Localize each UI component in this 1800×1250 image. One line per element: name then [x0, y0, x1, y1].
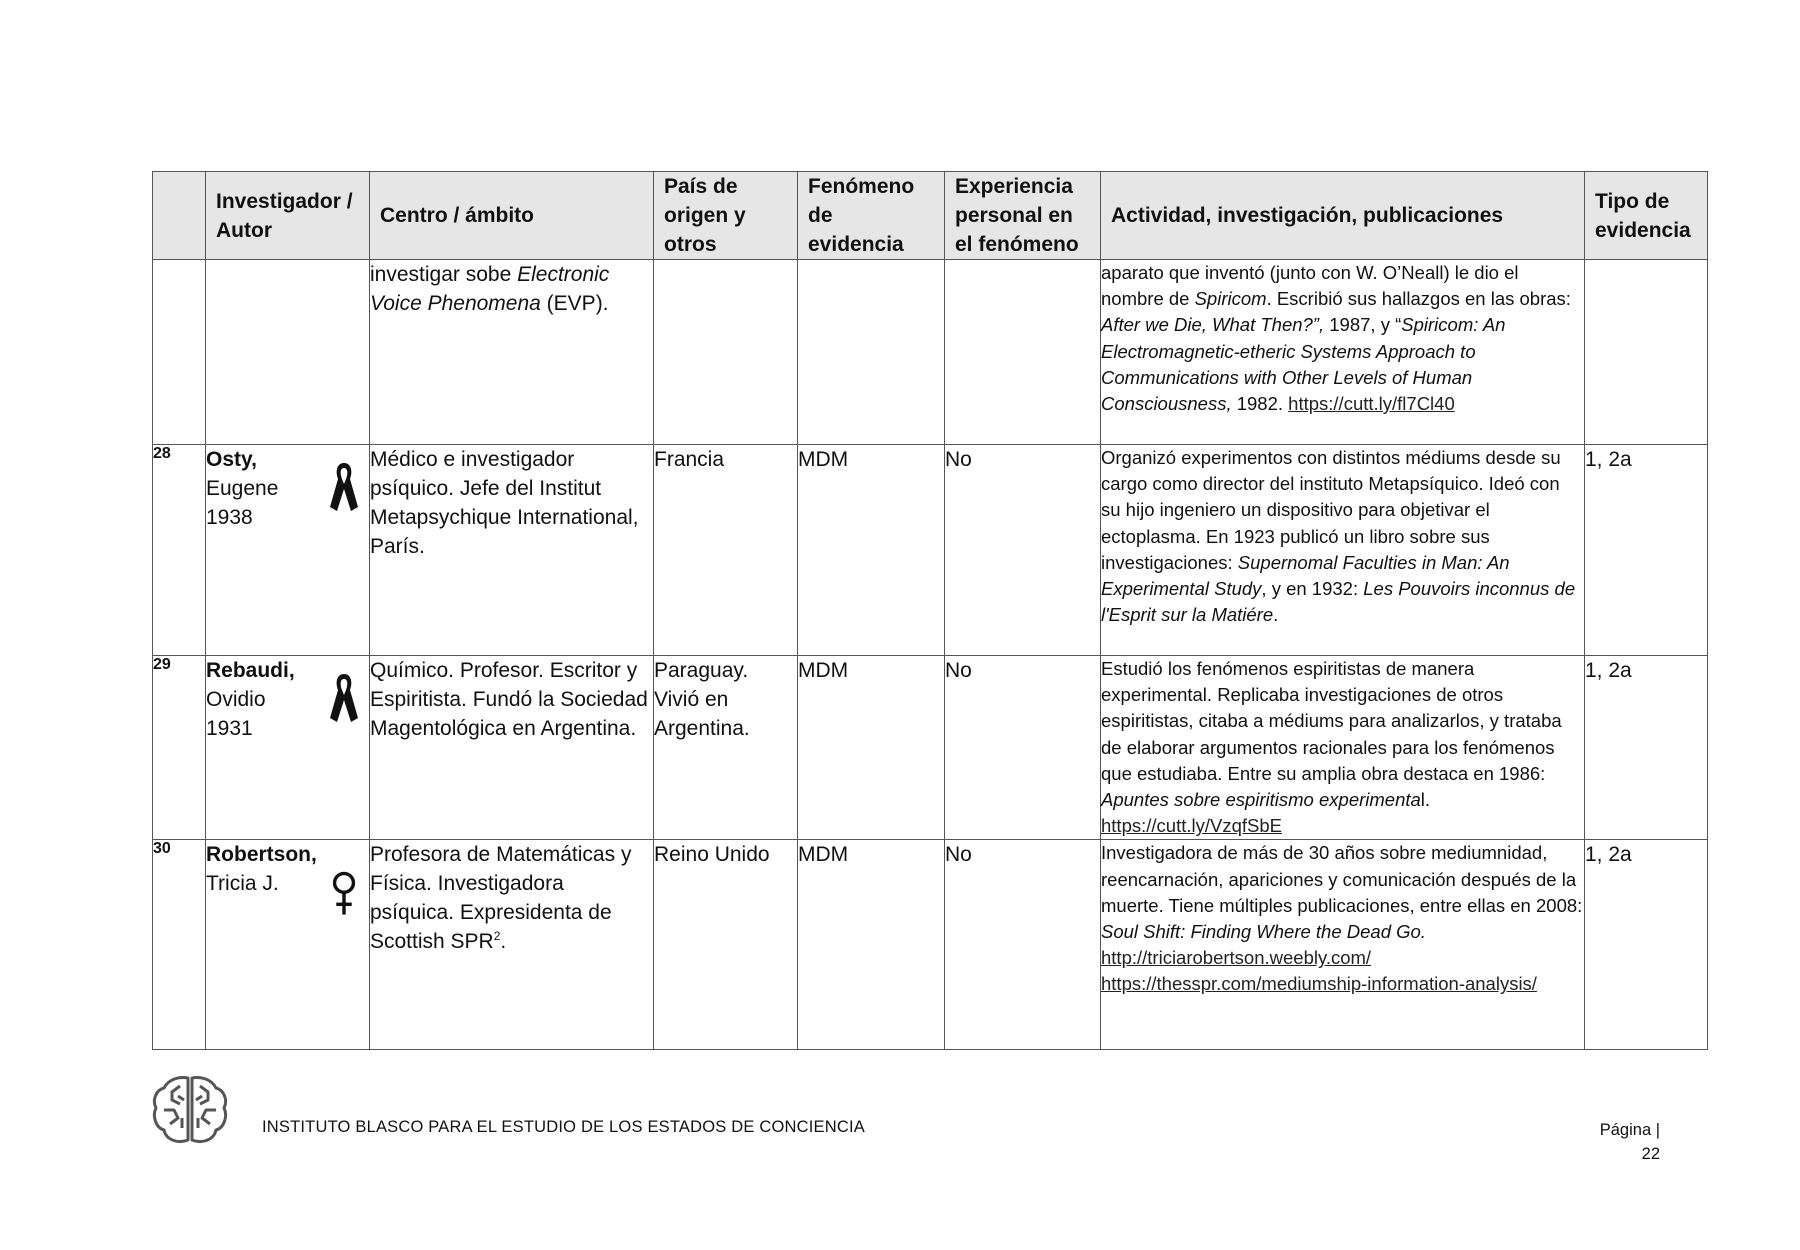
- investigator-given-name: Tricia J.: [206, 872, 279, 896]
- investigator-given-name: Eugene: [206, 477, 279, 500]
- row-number: 28: [153, 445, 206, 656]
- row-number: 30: [153, 840, 206, 1050]
- cell-investigator: [206, 445, 370, 656]
- table-header-row: [153, 172, 1708, 260]
- cell-activity: Organizó experimentos con distintos médiums desde su cargo como director del instituto Metapsíquico. Ideó con su hijo ingeniero un dispositivo para objetivar el ectoplasma. En 1923 publicó un libro sobre sus investigaciones: Supernomal Faculties in Man: An Experimental Study, y en 1932: Les Pouvoirs inconnus de l'Esprit sur la Matiére.: [1101, 445, 1585, 656]
- header-experience: Experiencia personal en el fenómeno: [945, 172, 1101, 260]
- table-row: [153, 656, 1708, 840]
- cell-evidence: 1, 2a: [1585, 840, 1708, 1050]
- investigator-given-name: Ovidio: [206, 688, 266, 711]
- row-number: 29: [153, 656, 206, 840]
- ribbon-icon: [327, 459, 361, 515]
- cell-phenomenon: MDM: [798, 840, 945, 1050]
- cell-experience: [945, 260, 1101, 445]
- header-number: [153, 172, 206, 260]
- activity-link[interactable]: https://cutt.ly/VzqfSbE: [1101, 815, 1282, 837]
- brain-maze-logo-icon: [150, 1072, 230, 1148]
- cell-center: Químico. Profesor. Escritor y Espiritista. Fundó la Sociedad Magentológica en Argentina.: [370, 656, 654, 840]
- cell-phenomenon: MDM: [798, 656, 945, 840]
- header-activity: Actividad, investigación, publicaciones: [1101, 172, 1585, 260]
- cell-activity: aparato que inventó (junto con W. O’Neall) le dio el nombre de Spiricom. Escribió sus hallazgos en las obras: After we Die, What Then?”, 1987, y “Spiricom: An Electromagnetic-etheric Systems Approach to Communications with Other Levels of Human Consciousness, 1982. https://cutt.ly/fl7Cl40: [1101, 260, 1585, 445]
- cell-investigator: [206, 260, 370, 445]
- cell-experience: No: [945, 656, 1101, 840]
- cell-phenomenon: [798, 260, 945, 445]
- header-center: Centro / ámbito: [370, 172, 654, 260]
- header-investigator: Investigador / Autor: [206, 172, 370, 260]
- activity-link[interactable]: https://cutt.ly/fl7Cl40: [1288, 393, 1455, 415]
- activity-link[interactable]: http://triciarobertson.weebly.com/: [1101, 947, 1372, 969]
- cell-investigator: [206, 656, 370, 840]
- cell-country: Paraguay. Vivió en Argentina.: [654, 656, 798, 840]
- cell-num: [153, 260, 206, 445]
- cell-evidence: [1585, 260, 1708, 445]
- investigator-year: 1938: [206, 506, 253, 529]
- cell-center: Médico e investigador psíquico. Jefe del Institut Metapsychique International, París.: [370, 445, 654, 656]
- header-country: País de origen y otros: [654, 172, 798, 260]
- cell-phenomenon: MDM: [798, 445, 945, 656]
- cell-experience: No: [945, 445, 1101, 656]
- footer-institute: INSTITUTO BLASCO PARA EL ESTUDIO DE LOS ESTADOS DE CONCIENCIA: [262, 1118, 865, 1136]
- investigator-year: 1931: [206, 717, 253, 740]
- cell-evidence: 1, 2a: [1585, 445, 1708, 656]
- footer-page: [1590, 1118, 1660, 1166]
- table-row: [153, 445, 1708, 656]
- cell-evidence: 1, 2a: [1585, 656, 1708, 840]
- table-row-continuation: [153, 260, 1708, 445]
- cell-investigator: [206, 840, 370, 1050]
- researchers-table: [152, 171, 1708, 1050]
- cell-center: Profesora de Matemáticas y Física. Investigadora psíquica. Expresidenta de Scottish SPR$^2$.: [370, 840, 654, 1050]
- page-label: Página |: [1599, 1121, 1660, 1139]
- table-row: [153, 840, 1708, 1050]
- investigator-surname: Robertson,: [206, 843, 317, 867]
- header-phenomenon: Fenómeno de evidencia: [798, 172, 945, 260]
- investigator-surname: Rebaudi,: [206, 659, 295, 682]
- cell-experience: No: [945, 840, 1101, 1050]
- cell-activity: Estudió los fenómenos espiritistas de manera experimental. Replicaba investigaciones de otros espiritistas, citaba a médiums para analizarlos, y trataba de elaborar argumentos racionales para los fenómenos que estudiaba. Entre su amplia obra destaca en 1986: Apuntes sobre espiritismo experimental. https://cutt.ly/VzqfSbE: [1101, 656, 1585, 840]
- cell-center: investigar sobe Electronic Voice Phenomena (EVP).: [370, 260, 654, 445]
- cell-activity: Investigadora de más de 30 años sobre mediumnidad, reencarnación, apariciones y comunicación después de la muerte. Tiene múltiples publicaciones, entre ellas en 2008: Soul Shift: Finding Where the Dead Go. http://triciarobertson.weebly.com/ https://thesspr.com/mediumship-information-analysis/: [1101, 840, 1585, 1050]
- cell-country: Reino Unido: [654, 840, 798, 1050]
- header-evidence: Tipo de evidencia: [1585, 172, 1708, 260]
- cell-country: Francia: [654, 445, 798, 656]
- activity-link-2[interactable]: https://thesspr.com/mediumship-information-analysis/: [1101, 973, 1537, 995]
- female-symbol-icon: [327, 870, 361, 918]
- page-number: 22: [1641, 1145, 1660, 1163]
- ribbon-icon: [327, 670, 361, 726]
- investigator-surname: Osty,: [206, 448, 257, 471]
- cell-country: [654, 260, 798, 445]
